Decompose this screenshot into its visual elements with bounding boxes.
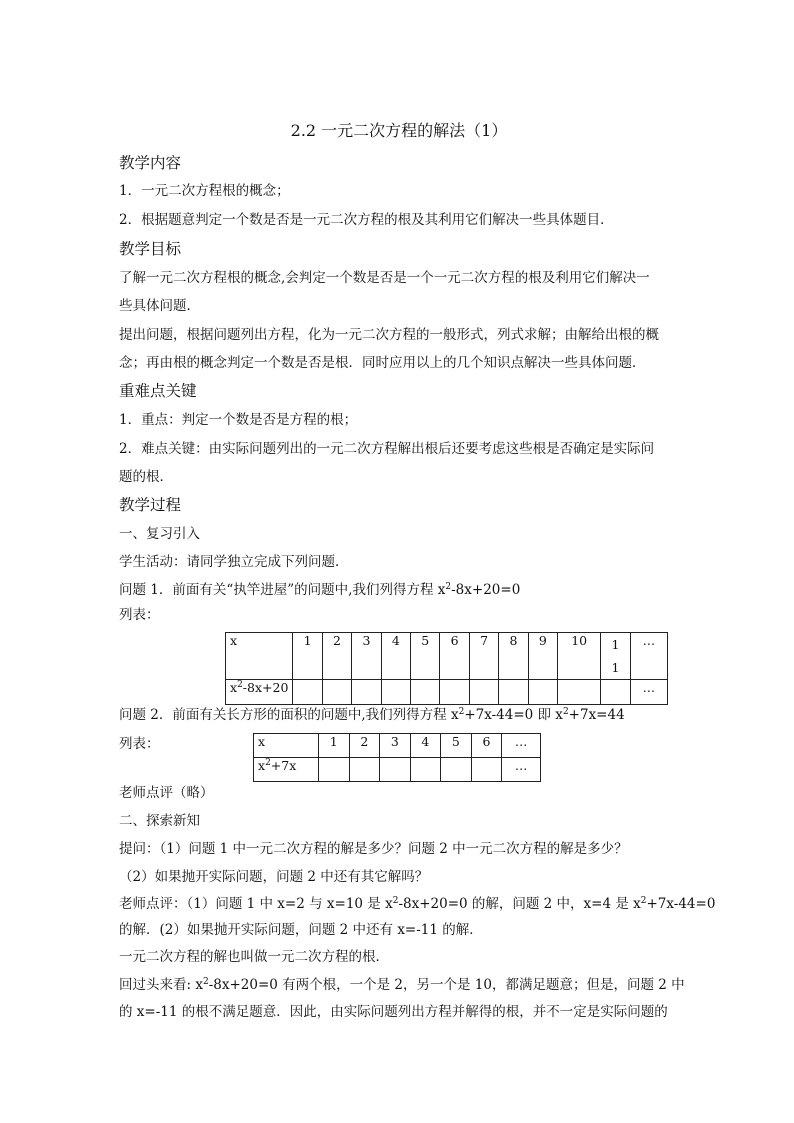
table-cell: 6 [471,734,502,758]
section-heading: 教学目标 [119,240,182,258]
page-title: 2.2 一元二次方程的解法（1） [290,121,508,140]
table-cell [293,680,322,705]
text-line: 的 x=-11 的根不满足题意．因此，由实际问题列出方程并解得的根，并不一定是实际问题的 [119,1004,668,1020]
text-line: 学生活动：请同学独立完成下列问题． [119,554,349,570]
question-1: 问题 1．前面有关“执竿进屋”的问题中,我们列得方程 $x^2-8x+20=0$ [119,582,521,598]
text-line: 了解一元二次方程根的概念,会判定一个数是否是一个一元二次方程的根及利用它们解决一 [119,270,650,286]
table-cell: 10 [558,633,601,680]
table-cell [319,758,350,782]
table-cell [601,680,630,705]
table-cell [410,758,441,782]
table-cell: … [502,758,541,782]
table-cell [469,680,498,705]
text-line: 提问：（1）问题 1 中一元二次方程的解是多少？问题 2 中一元二次方程的解是多少？ [119,841,628,857]
table-cell: … [630,633,667,680]
table-cell [471,758,502,782]
table-cell: 1 1 [601,633,630,680]
teacher-comment: 老师点评：（1）问题 1 中 x=2 与 x=10 是 $x^2-8x+20=0$ 的解，问题 2 中，x=4 是 $x^2+7x-44=0$ [119,896,716,912]
table-cell [352,680,381,705]
table-cell: 5 [411,633,440,680]
table-row [254,734,541,758]
table-row [226,680,668,705]
table-2 [253,733,541,782]
table-row [254,758,541,782]
text-line: 2．难点关键：由实际问题列出的一元二次方程解出根后还要考虑这些根是否确定是实际问 [119,441,655,457]
table-cell [441,758,472,782]
text-line: 1．一元二次方程根的概念； [119,183,290,199]
text-line: 二、探索新知 [119,813,200,829]
text-line: 一元二次方程的解也叫做一元二次方程的根． [119,949,389,965]
text-line: 2．根据题意判定一个数是否是一元二次方程的根及其利用它们解决一些具体题目． [119,212,614,228]
table-cell [528,680,557,705]
text-line: 一、复习引入 [119,526,200,542]
text-line: 题的根． [119,469,173,485]
text-line: 回过头来看: $x^2-8x+20=0$ 有两个根，一个是 2，另一个是 10，都满足题意；但是，问题 2 中 [119,977,685,993]
table-cell: x [226,633,293,680]
text-line: 老师点评（略） [119,785,214,801]
list-label: 列表： [119,736,160,752]
table-cell: 2 [322,633,351,680]
table-cell: x [254,734,319,758]
text-line: 提出问题，根据问题列出方程，化为一元二次方程的一般形式，列式求解；由解给出根的概 [119,327,659,343]
text-line: 念；再由根的概念判定一个数是否是根．同时应用以上的几个知识点解决一些具体问题． [119,355,646,371]
table-cell: 4 [410,734,441,758]
table-cell: 2 [349,734,380,758]
table-1 [225,632,668,705]
table-cell: 4 [381,633,410,680]
table-cell: $x^2-8x+20$ [226,680,293,705]
table-cell: 5 [441,734,472,758]
section-heading: 重难点关键 [119,382,197,400]
section-heading: 教学内容 [119,154,182,172]
table-cell: 3 [352,633,381,680]
question-2: 问题 2．前面有关长方形的面积的问题中,我们列得方程 $x^2+7x-44=0$ 即 $x^2+7x=44$ [119,707,625,723]
table-cell: … [630,680,667,705]
table-cell [381,680,410,705]
table-cell [349,758,380,782]
text-line: 的解．(2）如果抛开实际问题，问题 2 中还有 x=-11 的解． [119,922,483,938]
table-cell: 8 [499,633,528,680]
table-row [226,633,668,680]
table-cell: 1 [293,633,322,680]
table-cell [380,758,411,782]
table-cell [499,680,528,705]
table-cell [558,680,601,705]
text-line: 1．重点：判定一个数是否是方程的根； [119,412,358,428]
table-cell [440,680,469,705]
table-cell: 6 [440,633,469,680]
section-heading: 教学过程 [119,496,182,514]
text-line: （2）如果抛开实际问题，问题 2 中还有其它解吗？ [119,869,429,885]
table-cell: 9 [528,633,557,680]
table-cell: $x^2+7x$ [254,758,319,782]
table-cell: 7 [469,633,498,680]
table-cell: 1 [319,734,350,758]
table-cell: 3 [380,734,411,758]
text-line: 些具体问题． [119,298,200,314]
list-label: 列表： [119,607,160,623]
table-cell [411,680,440,705]
table-cell [322,680,351,705]
table-cell: … [502,734,541,758]
